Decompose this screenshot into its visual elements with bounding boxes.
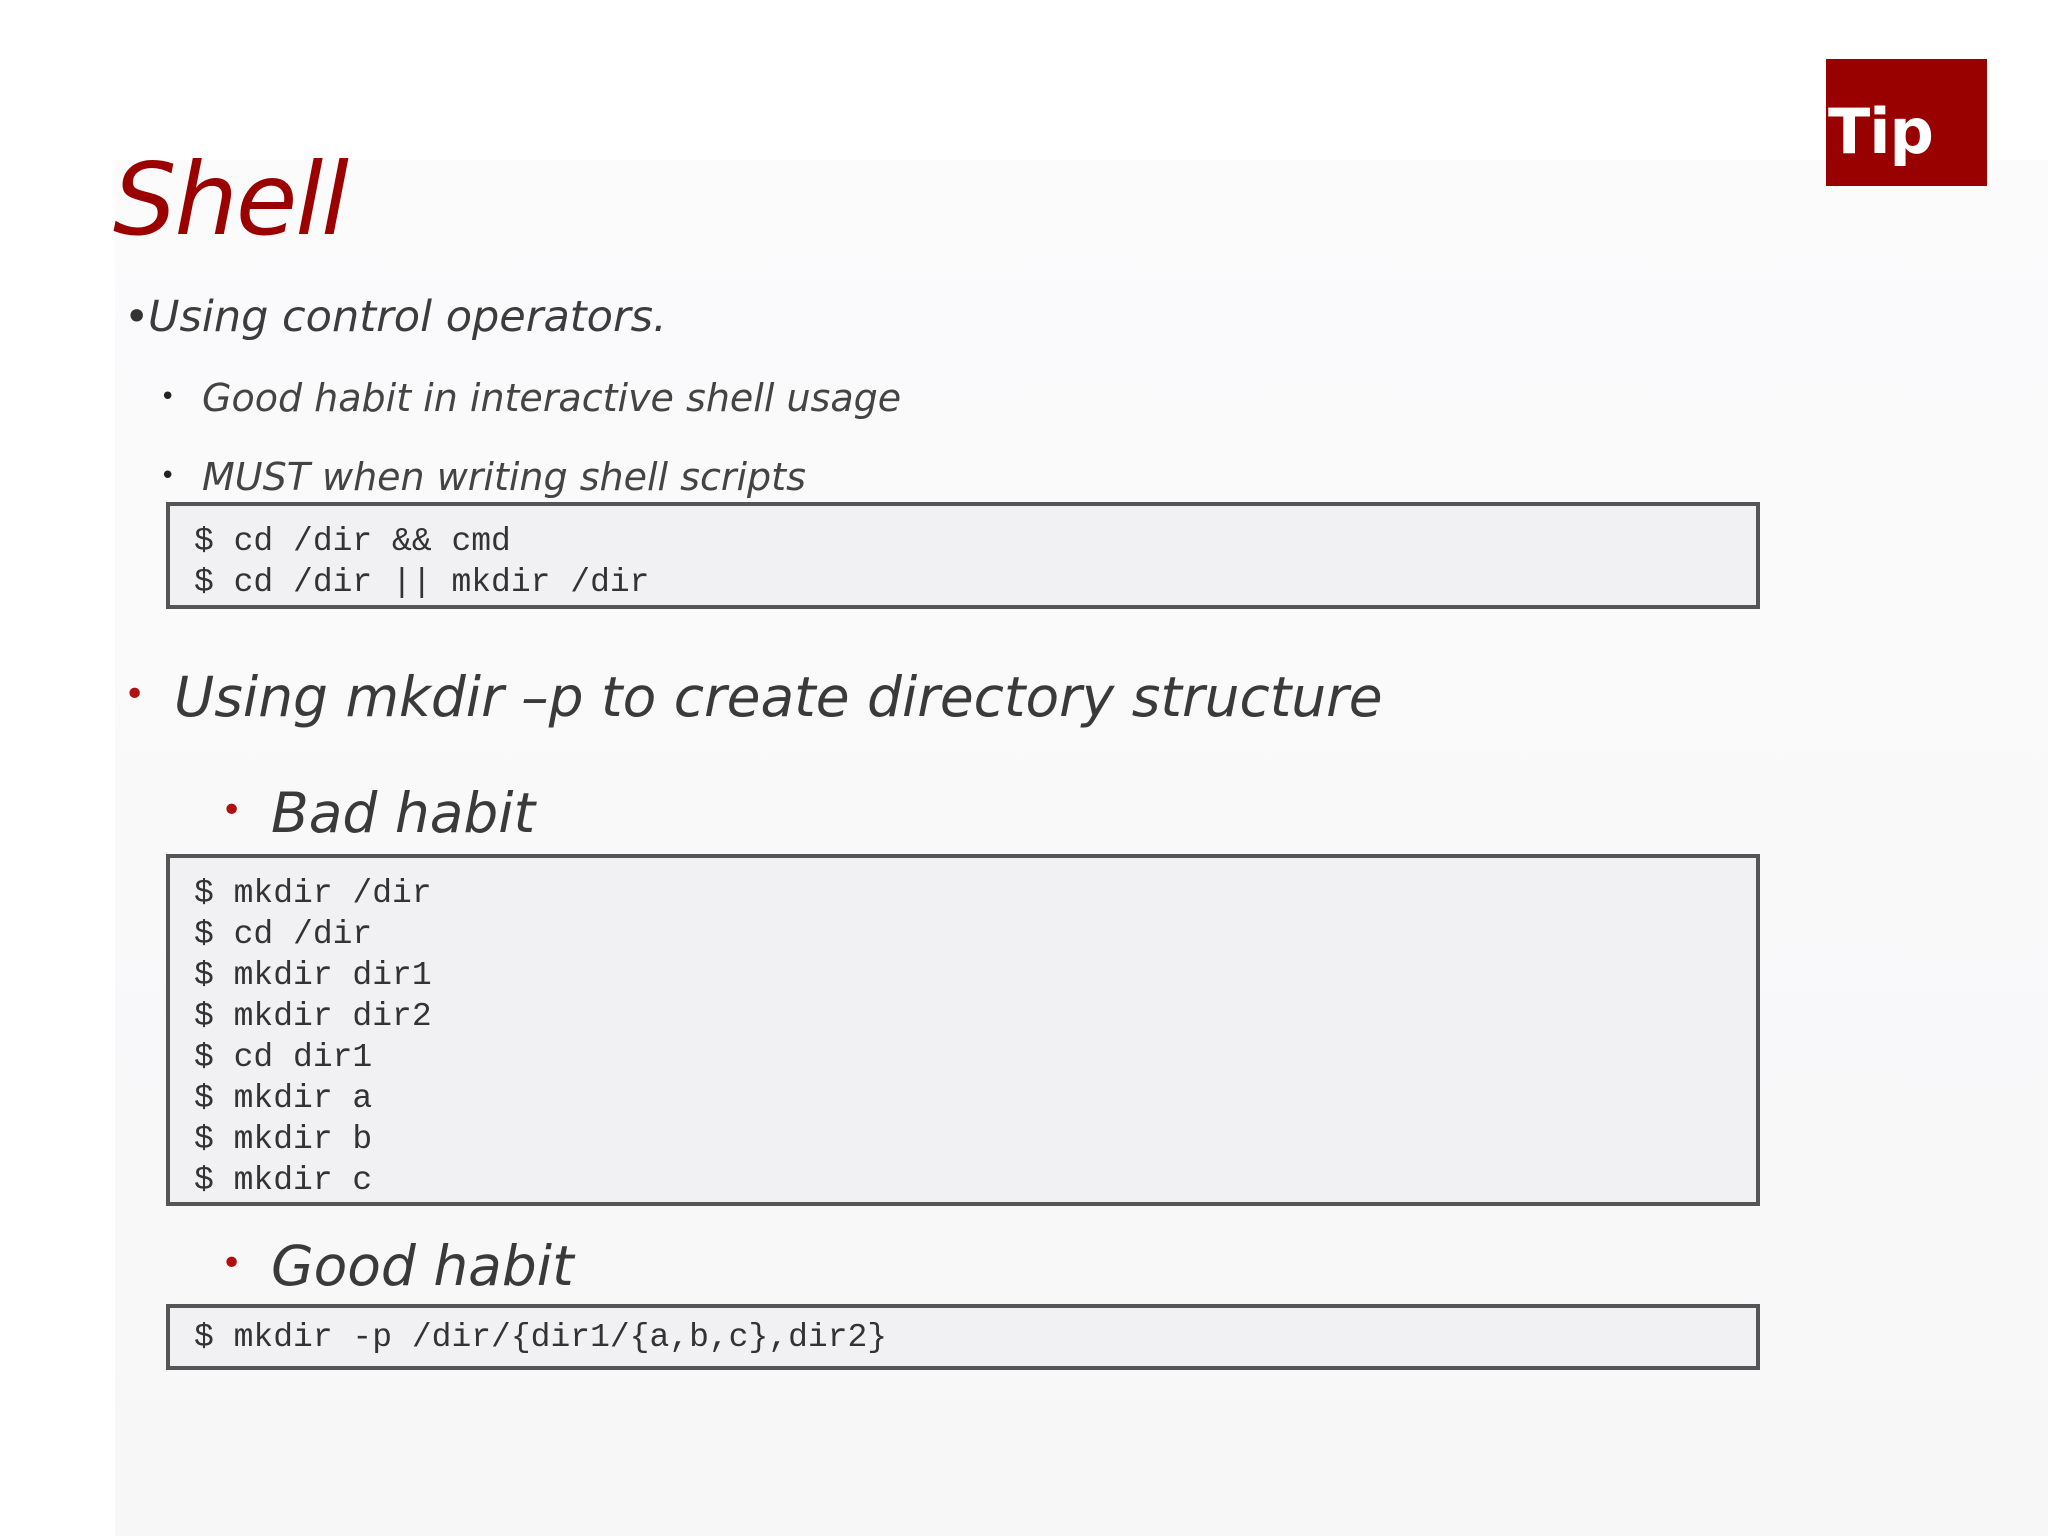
code-line: $ mkdir dir2 <box>194 998 432 1035</box>
code-block-bad-habit <box>166 854 1760 1206</box>
bullet-control-operators <box>124 292 667 342</box>
slide-title: Shell <box>113 141 347 258</box>
bullet-mkdir-p <box>124 665 1383 729</box>
bullet-dot: • <box>124 674 146 715</box>
bullet-text: Using control operators. <box>148 292 667 342</box>
code-line: $ mkdir c <box>194 1162 373 1199</box>
bullet-text: MUST when writing shell scripts <box>202 455 806 499</box>
bullet-dot: • <box>160 461 176 491</box>
code-line: $ cd /dir <box>194 916 373 953</box>
sub-bullet-good-habit-interactive <box>160 376 902 420</box>
code-line: $ cd /dir && cmd <box>194 523 511 560</box>
code-block-good-habit <box>166 1304 1760 1370</box>
bullet-dot: • <box>221 790 243 831</box>
bullet-text: Good habit in interactive shell usage <box>202 376 902 420</box>
sub-bullet-must-scripts <box>160 455 806 499</box>
bullet-dot: • <box>124 292 150 342</box>
tip-label: Tip <box>1828 95 1933 168</box>
code-line: $ mkdir -p /dir/{dir1/{a,b,c},dir2} <box>194 1319 888 1356</box>
code-line: $ mkdir dir1 <box>194 957 432 994</box>
sub-bullet-good-habit <box>221 1234 574 1298</box>
bullet-dot: • <box>160 382 176 412</box>
sub-bullet-bad-habit <box>221 781 536 845</box>
code-line: $ mkdir a <box>194 1080 373 1117</box>
code-line: $ mkdir /dir <box>194 875 432 912</box>
bullet-text: Good habit <box>271 1234 574 1298</box>
bullet-dot: • <box>221 1243 243 1284</box>
code-line: $ mkdir b <box>194 1121 373 1158</box>
code-block-control-operators <box>166 502 1760 609</box>
code-line: $ cd /dir || mkdir /dir <box>194 564 650 601</box>
tip-badge <box>1826 59 1987 186</box>
bullet-text: Bad habit <box>271 781 536 845</box>
bullet-text: Using mkdir –p to create directory structure <box>174 665 1383 729</box>
code-line: $ cd dir1 <box>194 1039 373 1076</box>
